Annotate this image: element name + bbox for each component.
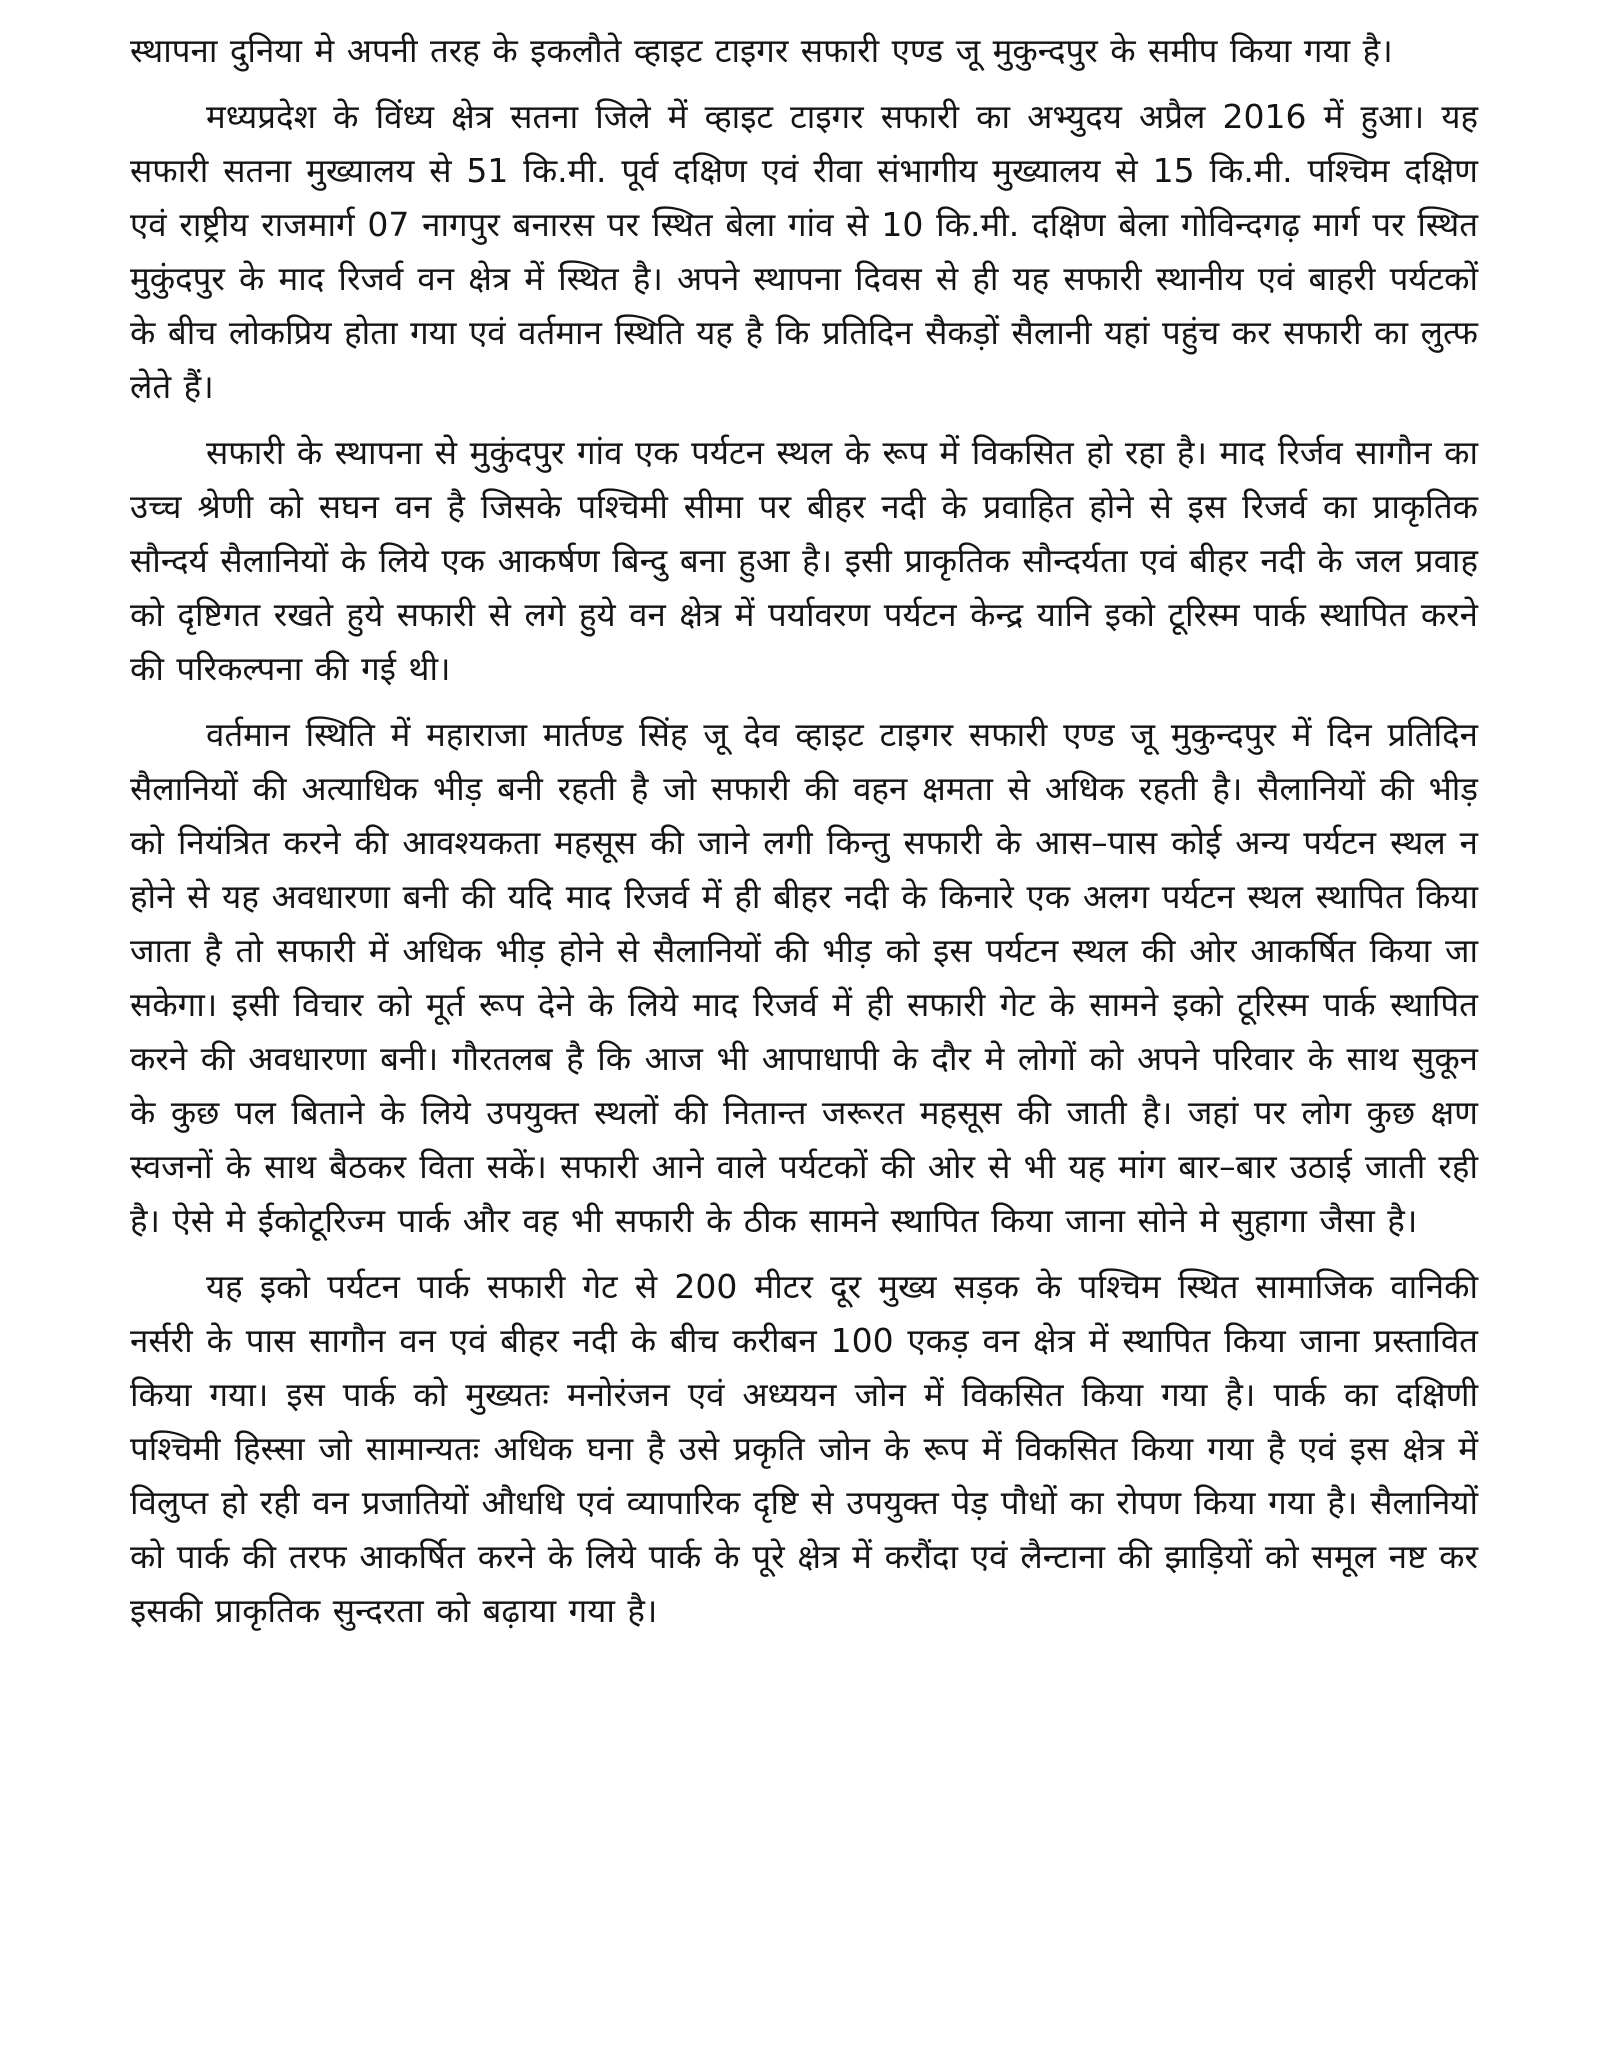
paragraph: स्थापना दुनिया मे अपनी तरह के इकलौते व्हाइट टाइगर सफारी एण्ड जू मुकुन्दपुर के समीप किया गया है।: [130, 31, 1393, 70]
paragraph: यह इको पर्यटन पार्क सफारी गेट से 200 मीटर दूर मुख्य सड़क के पश्चिम स्थित सामाजिक वानिकी नर्सरी के पास सागौन वन एवं बीहर नदी के बीच करीबन 100 एकड़ वन क्षेत्र में स्थापित किया जाना प्रस्तावित किया गया। इस पार्क को मुख्यतः मनोरंजन एवं अध्ययन जोन में विकसित किया गया है। पार्क का दक्षिणी पश्चिमी हिस्सा जो सामान्यतः अधिक घना है उसे प्रकृति जोन के रूप में विकसित किया गया है एवं इस क्षेत्र में विलुप्त हो रही वन प्रजातियों औधधि एवं व्यापारिक दृष्टि से उपयुक्त पेड़ पौधों का रोपण किया गया है। सैलानियों को पार्क की तरफ आकर्षित करने के लिये पार्क के पूरे क्षेत्र में करौंदा एवं लैन्टाना की झाड़ियों को समूल नष्ट कर इसकी प्राकृतिक सुन्दरता को बढ़ाया गया है।: [130, 1267, 1478, 1630]
paragraph: सफारी के स्थापना से मुकुंदपुर गांव एक पर्यटन स्थल के रूप में विकसित हो रहा है। माद रिर्जव सागौन का उच्च श्रेणी को सघन वन है जिसके पश्चिमी सीमा पर बीहर नदी के प्रवाहित होने से इस रिजर्व का प्राकृतिक सौन्दर्य सैलानियों के लिये एक आकर्षण बिन्दु बना हुआ है। इसी प्राकृतिक सौन्दर्यता एवं बीहर नदी के जल प्रवाह को दृष्टिगत रखते हुये सफारी से लगे हुये वन क्षेत्र में पर्यावरण पर्यटन केन्द्र यानि इको टूरिस्म पार्क स्थापित करने की परिकल्पना की गई थी।: [130, 433, 1478, 688]
text-body: [130, 24, 1478, 1638]
paragraph: वर्तमान स्थिति में महाराजा मार्तण्ड सिंह जू देव व्हाइट टाइगर सफारी एण्ड जू मुकुन्दपुर में दिन प्रतिदिन सैलानियों की अत्याधिक भीड़ बनी रहती है जो सफारी की वहन क्षमता से अधिक रहती है। सैलानियों की भीड़ को नियंत्रित करने की आवश्यकता महसूस की जाने लगी किन्तु सफारी के आस–पास कोई अन्य पर्यटन स्थल न होने से यह अवधारणा बनी की यदि माद रिजर्व में ही बीहर नदी के किनारे एक अलग पर्यटन स्थल स्थापित किया जाता है तो सफारी में अधिक भीड़ होने से सैलानियों की भीड़ को इस पर्यटन स्थल की ओर आकर्षित किया जा सकेगा। इसी विचार को मूर्त रूप देने के लिये माद रिजर्व में ही सफारी गेट के सामने इको टूरिस्म पार्क स्थापित करने की अवधारणा बनी। गौरतलब है कि आज भी आपाधापी के दौर मे लोगों को अपने परिवार के साथ सुकून के कुछ पल बिताने के लिये उपयुक्त स्थलों की नितान्त जरूरत महसूस की जाती है। जहां पर लोग कुछ क्षण स्वजनों के साथ बैठकर विता सकें। सफारी आने वाले पर्यटकों की ओर से भी यह मांग बार–बार उठाई जाती रही है। ऐसे मे ईकोटूरिज्म पार्क और वह भी सफारी के ठीक सामने स्थापित किया जाना सोने मे सुहागा जैसा है।: [130, 715, 1479, 1240]
paragraph: मध्यप्रदेश के विंध्य क्षेत्र सतना जिले में व्हाइट टाइगर सफारी का अभ्युदय अप्रैल 2016 में हुआ। यह सफारी सतना मुख्यालय से 51 कि.मी. पूर्व दक्षिण एवं रीवा संभागीय मुख्यालय से 15 कि.मी. पश्चिम दक्षिण एवं राष्ट्रीय राजमार्ग 07 नागपुर बनारस पर स्थित बेला गांव से 10 कि.मी. दक्षिण बेला गोविन्दगढ़ मार्ग पर स्थित मुकुंदपुर के माद रिजर्व वन क्षेत्र में स्थित है। अपने स्थापना दिवस से ही यह सफारी स्थानीय एवं बाहरी पर्यटकों के बीच लोकप्रिय होता गया एवं वर्तमान स्थिति यह है कि प्रतिदिन सैकड़ों सैलानी यहां पहुंच कर सफारी का लुत्फ लेते हैं।: [130, 97, 1478, 406]
